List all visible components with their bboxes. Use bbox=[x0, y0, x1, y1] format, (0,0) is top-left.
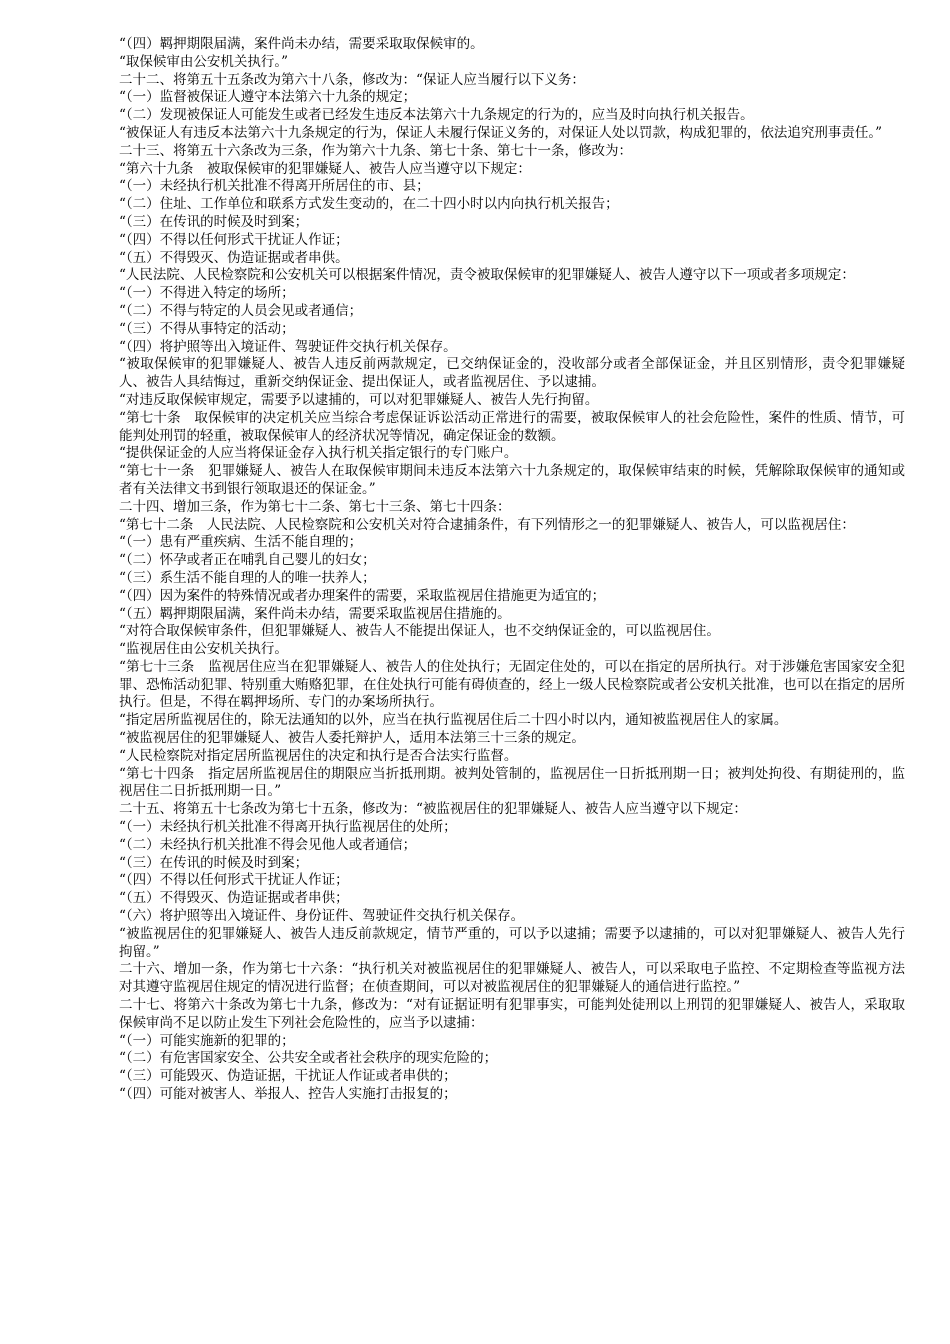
paragraph: 二十四、增加三条，作为第七十二条、第七十三条、第七十四条： bbox=[119, 498, 511, 515]
paragraph: “被监视居住的犯罪嫌疑人、被告人违反前款规定，情节严重的，可以予以逮捕；需要予以逮捕的，可以对犯罪嫌疑人、被告人先行拘留。” bbox=[119, 925, 905, 960]
paragraph: “（一）可能实施新的犯罪的； bbox=[119, 1032, 295, 1049]
paragraph: “（五）不得毁灭、伪造证据或者串供。 bbox=[119, 249, 349, 266]
paragraph: “（三）可能毁灭、伪造证据，干扰证人作证或者串供的； bbox=[119, 1068, 457, 1085]
paragraph: “（一）患有严重疾病、生活不能自理的； bbox=[119, 534, 363, 551]
paragraph: “（五）羁押期限届满，案件尚未办结，需要采取监视居住措施的。 bbox=[119, 605, 511, 622]
paragraph: “提供保证金的人应当将保证金存入执行机关指定银行的专门账户。 bbox=[119, 445, 518, 462]
paragraph: “（二）发现被保证人可能发生或者已经发生违反本法第六十九条规定的行为的，应当及时向执行机关报告。 bbox=[119, 107, 754, 124]
paragraph: 二十六、增加一条，作为第七十六条：“执行机关对被监视居住的犯罪嫌疑人、被告人，可以采取电子监控、不定期检查等监视方法对其遵守监视居住规定的情况进行监督；在侦查期间，可以对被监视居住的犯罪嫌疑人的通信进行监控。” bbox=[119, 961, 905, 996]
paragraph: “（二）不得与特定的人员会见或者通信； bbox=[119, 302, 363, 319]
paragraph: “第七十二条 人民法院、人民检察院和公安机关对符合逮捕条件，有下列情形之一的犯罪嫌疑人、被告人，可以监视居住： bbox=[119, 516, 855, 533]
paragraph: “（二）住址、工作单位和联系方式发生变动的，在二十四小时以内向执行机关报告； bbox=[119, 196, 619, 213]
paragraph: “第七十三条 监视居住应当在犯罪嫌疑人、被告人的住处执行；无固定住处的，可以在指定的居所执行。对于涉嫌危害国家安全犯罪、恐怖活动犯罪、特别重大贿赂犯罪，在住处执行可能有碍侦查的，经上一级人民检察院或者公安机关批准，也可以在指定的居所执行。但是，不得在羁押场所、专门的办案场所执行。 bbox=[119, 658, 905, 711]
paragraph: “（三）在传讯的时候及时到案； bbox=[119, 854, 309, 871]
paragraph: “（二）怀孕或者正在哺乳自己婴儿的妇女； bbox=[119, 552, 376, 569]
paragraph: “（三）在传讯的时候及时到案； bbox=[119, 213, 309, 230]
paragraph: “被取保候审的犯罪嫌疑人、被告人违反前两款规定，已交纳保证金的，没收部分或者全部保证金，并且区别情形，责令犯罪嫌疑人、被告人具结悔过，重新交纳保证金、提出保证人，或者监视居住、予以逮捕。 bbox=[119, 356, 905, 391]
paragraph: “第七十一条 犯罪嫌疑人、被告人在取保候审期间未违反本法第六十九条规定的，取保候审结束的时候，凭解除取保候审的通知或者有关法律文书到银行领取退还的保证金。” bbox=[119, 463, 905, 497]
paragraph: “（二）未经执行机关批准不得会见他人或者通信； bbox=[119, 836, 417, 853]
paragraph: “（四）不得以任何形式干扰证人作证； bbox=[119, 872, 349, 889]
paragraph: “（一）不得进入特定的场所； bbox=[119, 285, 295, 302]
paragraph: “（一）监督被保证人遵守本法第六十九条的规定； bbox=[119, 89, 417, 106]
paragraph: “第七十条 取保候审的决定机关应当综合考虑保证诉讼活动正常进行的需要，被取保候审人的社会危险性，案件的性质、情节，可能判处刑罚的轻重，被取保候审人的经济状况等情况，确定保证金的数额。 bbox=[119, 409, 905, 444]
paragraph: “第七十四条 指定居所监视居住的期限应当折抵刑期。被判处管制的，监视居住一日折抵刑期一日；被判处拘役、有期徒刑的，监视居住二日折抵刑期一日。” bbox=[119, 765, 905, 800]
paragraph: “（一）未经执行机关批准不得离开执行监视居住的处所； bbox=[119, 819, 457, 836]
paragraph: 二十二、将第五十五条改为第六十八条，修改为：“保证人应当履行以下义务： bbox=[119, 71, 585, 88]
paragraph: “（四）可能对被害人、举报人、控告人实施打击报复的； bbox=[119, 1086, 457, 1103]
paragraph: “（一）未经执行机关批准不得离开所居住的市、县； bbox=[119, 178, 430, 195]
paragraph: “（六）将护照等出入境证件、身份证件、驾驶证件交执行机关保存。 bbox=[119, 908, 525, 925]
paragraph: “监视居住由公安机关执行。 bbox=[119, 641, 288, 658]
paragraph: “（四）羁押期限届满，案件尚未办结，需要采取取保候审的。 bbox=[119, 36, 484, 52]
paragraph: “（四）不得以任何形式干扰证人作证； bbox=[119, 231, 349, 248]
paragraph: “对违反取保候审规定，需要予以逮捕的，可以对犯罪嫌疑人、被告人先行拘留。 bbox=[119, 391, 599, 408]
paragraph: 二十七、将第六十条改为第七十九条，修改为：“对有证据证明有犯罪事实，可能判处徒刑以上刑罚的犯罪嫌疑人、被告人，采取取保候审尚不足以防止发生下列社会危险性的，应当予以逮捕： bbox=[119, 997, 905, 1031]
paragraph: “指定居所监视居住的，除无法通知的以外，应当在执行监视居住后二十四小时以内，通知被监视居住人的家属。 bbox=[119, 712, 788, 729]
paragraph: “（二）有危害国家安全、公共安全或者社会秩序的现实危险的； bbox=[119, 1050, 498, 1067]
paragraph: “被保证人有违反本法第六十九条规定的行为，保证人未履行保证义务的，对保证人处以罚款，构成犯罪的，依法追究刑事责任。” bbox=[119, 124, 883, 141]
document-body bbox=[119, 36, 905, 1104]
paragraph: “被监视居住的犯罪嫌疑人、被告人委托辩护人，适用本法第三十三条的规定。 bbox=[119, 730, 585, 747]
paragraph: “（三）系生活不能自理的人的唯一扶养人； bbox=[119, 569, 376, 586]
paragraph: “（五）不得毁灭、伪造证据或者串供； bbox=[119, 890, 349, 907]
paragraph: “（四）将护照等出入境证件、驾驶证件交执行机关保存。 bbox=[119, 338, 457, 355]
paragraph: 二十五、将第五十七条改为第七十五条，修改为：“被监视居住的犯罪嫌疑人、被告人应当遵守以下规定： bbox=[119, 801, 747, 818]
paragraph: “人民检察院对指定居所监视居住的决定和执行是否合法实行监督。 bbox=[119, 747, 518, 764]
paragraph: “取保候审由公安机关执行。” bbox=[119, 53, 289, 70]
paragraph: “对符合取保候审条件，但犯罪嫌疑人、被告人不能提出保证人，也不交纳保证金的，可以监视居住。 bbox=[119, 623, 720, 640]
paragraph: “（三）不得从事特定的活动； bbox=[119, 320, 295, 337]
paragraph: “（四）因为案件的特殊情况或者办理案件的需要，采取监视居住措施更为适宜的； bbox=[119, 587, 606, 604]
paragraph: “人民法院、人民检察院和公安机关可以根据案件情况，责令被取保候审的犯罪嫌疑人、被告人遵守以下一项或者多项规定： bbox=[119, 267, 855, 284]
paragraph: 二十三、将第五十六条改为三条，作为第六十九条、第七十条、第七十一条，修改为： bbox=[119, 142, 632, 159]
paragraph: “第六十九条 被取保候审的犯罪嫌疑人、被告人应当遵守以下规定： bbox=[119, 160, 531, 177]
